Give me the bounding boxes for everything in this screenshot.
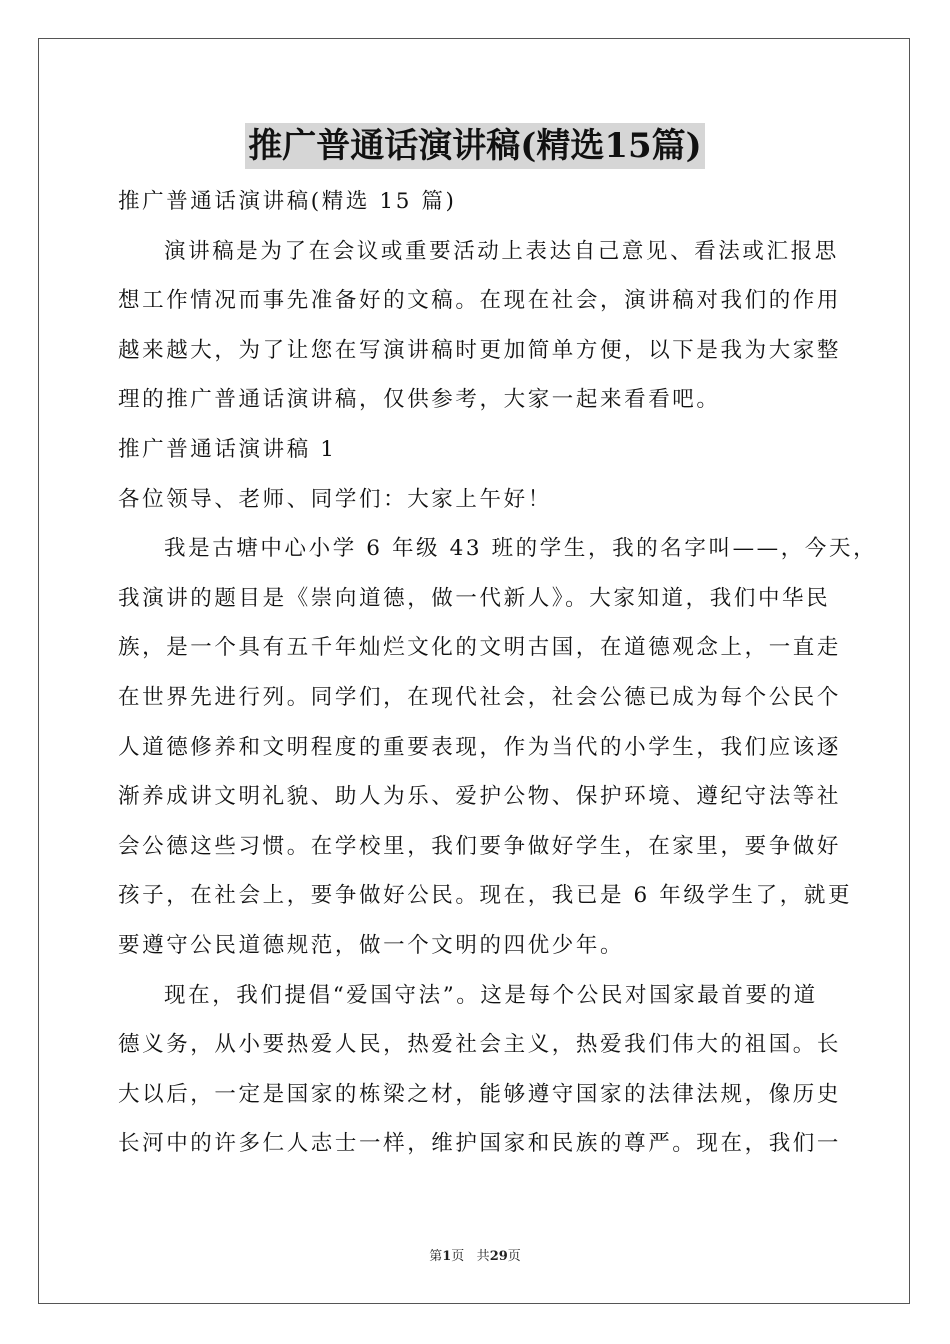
text-line: 理的推广普通话演讲稿，仅供参考，大家一起来看看吧。 — [118, 387, 721, 413]
page-total: 29 — [489, 1249, 508, 1264]
text-line: 现在，我们提倡“爱国守法”。这是每个公民对国家最首要的道 — [164, 982, 818, 1008]
text-line: 我演讲的题目是《崇向道德，做一代新人》。大家知道，我们中华民 — [118, 585, 831, 611]
document-body — [118, 177, 878, 1169]
text-line: 德义务，从小要热爱人民，热爱社会主义，热爱我们伟大的祖国。长 — [118, 1032, 842, 1058]
text-line: 越来越大，为了让您在写演讲稿时更加简单方便，以下是我为大家整 — [118, 337, 842, 363]
page-footer — [0, 1248, 950, 1266]
title-container — [0, 123, 950, 169]
text-line: 推广普通话演讲稿(精选 15 篇) — [118, 189, 457, 214]
text-line: 人道德修养和文明程度的重要表现，作为当代的小学生，我们应该逐 — [118, 734, 842, 760]
text-line: 渐养成讲文明礼貌、助人为乐、爱护公物、保护环境、遵纪守法等社 — [118, 784, 842, 810]
text-line: 在世界先进行列。同学们，在现代社会，社会公德已成为每个公民个 — [118, 684, 842, 710]
total-prefix: 共 — [476, 1249, 490, 1264]
text-line: 要遵守公民道德规范，做一个文明的四优少年。 — [118, 932, 625, 958]
text-line: 大以后，一定是国家的栋梁之材，能够遵守国家的法律法规，像历史 — [118, 1081, 842, 1107]
page-current: 1 — [442, 1249, 452, 1264]
text-line: 各位领导、老师、同学们：大家上午好！ — [118, 486, 552, 512]
text-line: 推广普通话演讲稿 1 — [118, 436, 337, 462]
document-title: 推广普通话演讲稿(精选15篇) — [245, 123, 705, 169]
text-line: 演讲稿是为了在会议或重要活动上表达自己意见、看法或汇报思 — [164, 238, 839, 264]
page-suffix: 页 — [451, 1249, 465, 1264]
text-line: 长河中的许多仁人志士一样，维护国家和民族的尊严。现在，我们一 — [118, 1131, 842, 1157]
text-line: 想工作情况而事先准备好的文稿。在现在社会，演讲稿对我们的作用 — [118, 288, 842, 314]
text-line: 我是古塘中心小学 6 年级 43 班的学生，我的名字叫——，今天， — [164, 536, 878, 562]
total-suffix: 页 — [507, 1249, 521, 1264]
text-line: 孩子，在社会上，要争做好公民。现在，我已是 6 年级学生了，就更 — [118, 883, 853, 909]
text-line: 族，是一个具有五千年灿烂文化的文明古国，在道德观念上，一直走 — [118, 635, 842, 661]
page-prefix: 第 — [429, 1249, 443, 1264]
text-line: 会公德这些习惯。在学校里，我们要争做好学生，在家里，要争做好 — [118, 833, 842, 859]
